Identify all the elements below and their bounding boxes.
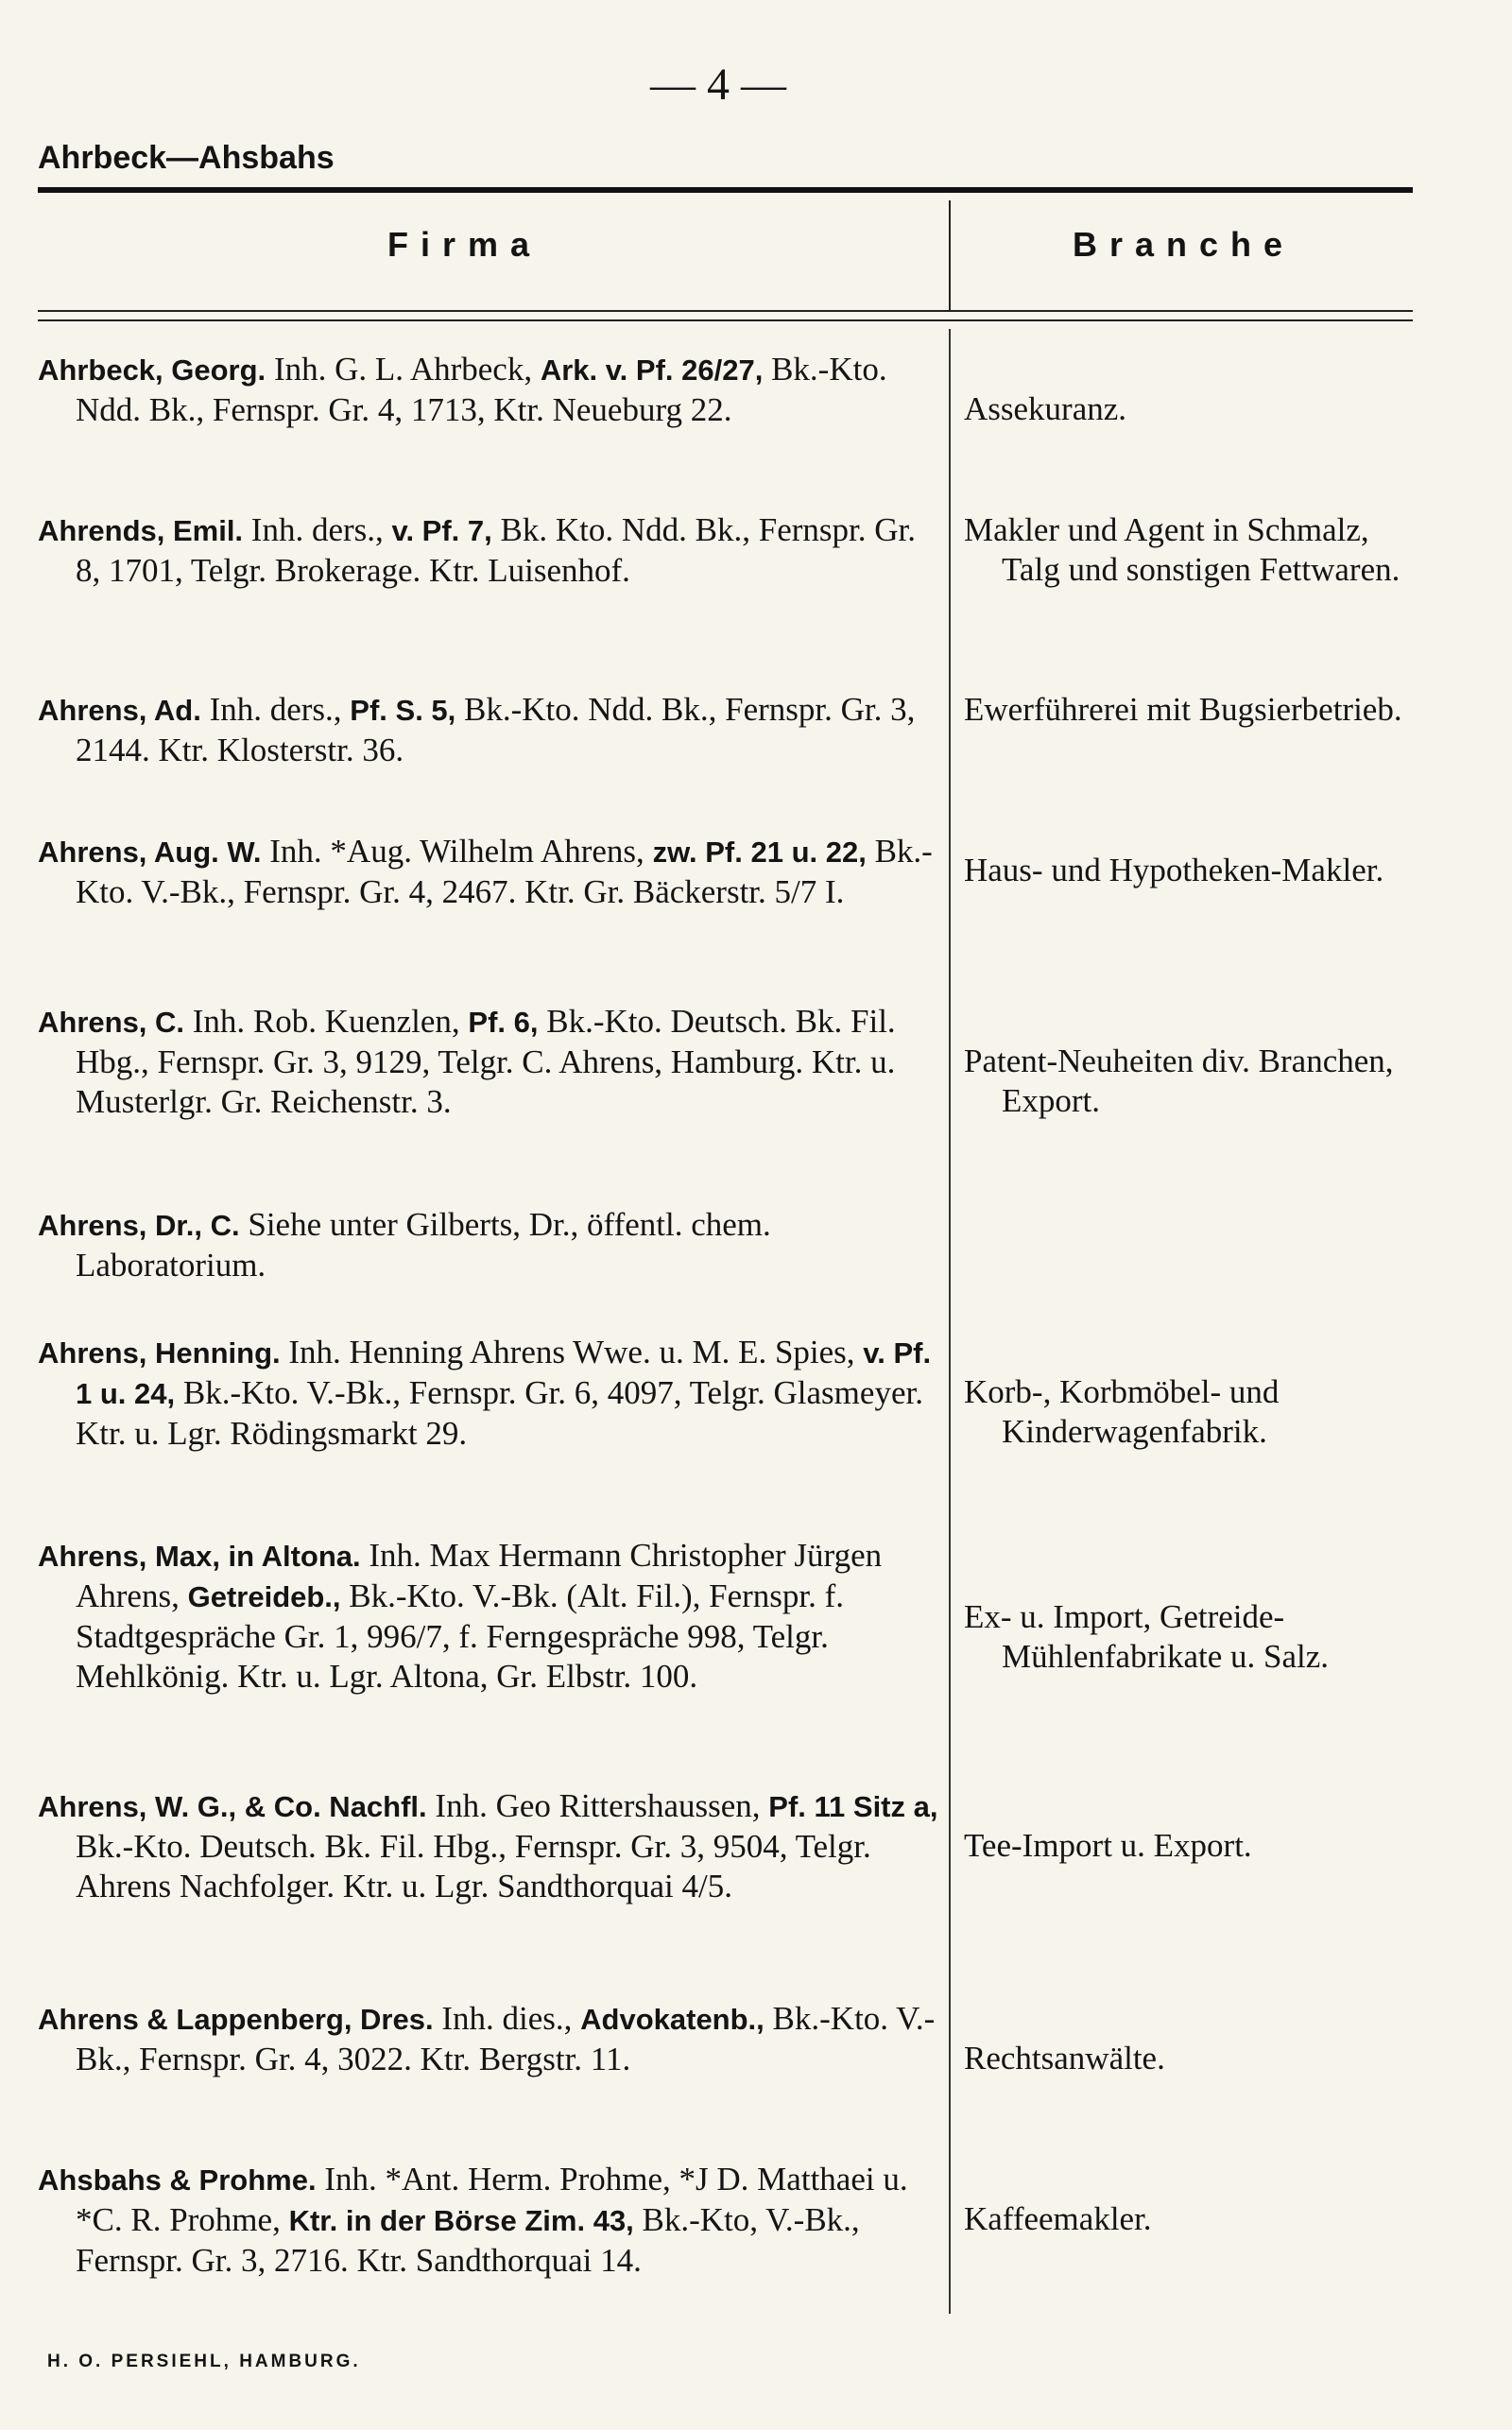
firm-bold-text: Pf. 11 Sitz a,: [768, 1790, 938, 1823]
firm-text: Bk.-Kto. Deutsch. Bk. Fil. Hbg., Fernspr. Gr. 3, 9504, Telgr. Ahrens Nachfolger. Ktr. u. Lgr. Sandthorquai 4/5.: [76, 1828, 871, 1904]
firm-bold-text: Ahrens, Max, in Altona.: [38, 1540, 361, 1573]
branch-description: Makler und Agent in Schmalz, Talg und sonstigen Fettwaren.: [964, 511, 1400, 588]
firm-description: [38, 832, 940, 912]
firm-text: Bk.-Kto. V.-Bk. (Alt. Fil.), Fernspr. f. Stadtgespräche Gr. 1, 996/7, f. Ferngespräche 998, Telgr. Mehlkönig. Ktr. u. Lgr. Altona, Gr. Elbstr. 100.: [76, 1577, 845, 1695]
firm-bold-text: Ahrbeck, Georg.: [38, 353, 266, 387]
firm-text: Inh. Max Hermann Christopher Jürgen Ahrens,: [76, 1537, 883, 1614]
firm-text: Bk.-Kto. V.-Bk., Fernspr. Gr. 4, 3022. Ktr. Bergstr. 11.: [76, 2000, 936, 2077]
firm-text: Inh. ders.,: [243, 511, 392, 548]
firm-bold-text: Ahrens, Aug. W.: [38, 836, 262, 869]
firm-description: [38, 1786, 940, 1906]
firm-bold-text: Ahrens, Ad.: [38, 694, 201, 727]
column-header-branche: Branche: [1073, 225, 1296, 264]
firm-bold-text: Pf. S. 5,: [350, 694, 456, 727]
page-number: — 4 —: [650, 60, 786, 110]
branch-description: Haus- und Hypotheken-Makler.: [964, 852, 1384, 888]
firm-bold-text: v. Pf. 7,: [391, 514, 492, 547]
branch-description: Kaffeemakler.: [964, 2200, 1152, 2237]
firm-bold-text: Getreideb.,: [187, 1580, 341, 1613]
firm-bold-text: Ark. v. Pf. 26/27,: [540, 353, 764, 387]
firm-text: Siehe unter Gilberts, Dr., öffentl. chem. Laboratorium.: [76, 1206, 771, 1284]
branch-description: Patent-Neuheiten div. Branchen, Export.: [964, 1043, 1394, 1119]
firm-description: [38, 2160, 940, 2281]
firm-bold-text: Ahrens & Lappenberg, Dres.: [38, 2003, 434, 2036]
branch-description: Assekuranz.: [964, 390, 1127, 427]
firm-text: Bk.-Kto. V.-Bk., Fernspr. Gr. 6, 4097, Telgr. Glasmeyer. Ktr. u. Lgr. Rödingsmarkt 29.: [76, 1374, 923, 1452]
firm-text: Bk. Kto. Ndd. Bk., Fernspr. Gr. 8, 1701, Telgr. Brokerage. Ktr. Luisenhof.: [76, 511, 916, 589]
firm-bold-text: Ahrens, Dr., C.: [38, 1209, 240, 1242]
firm-text: Inh. *Aug. Wilhelm Ahrens,: [261, 833, 653, 870]
branch-description: Tee-Import u. Export.: [964, 1827, 1252, 1864]
header-double-rule: [38, 310, 1413, 321]
firm-text: Bk.-Kto. Ndd. Bk., Fernspr. Gr. 4, 1713, Ktr. Neueburg 22.: [76, 351, 887, 428]
column-header-firma: Firma: [387, 225, 542, 264]
firm-text: Inh. *Ant. Herm. Prohme, *J D. Matthaei u. *C. R. Prohme,: [76, 2161, 908, 2238]
firm-text: Inh. Geo Rittershaussen,: [426, 1787, 769, 1824]
firm-bold-text: v. Pf. 1 u. 24,: [76, 1336, 932, 1410]
firm-description: [38, 1536, 940, 1697]
top-rule: [38, 187, 1413, 193]
firm-description: [38, 1205, 940, 1285]
firm-text: Bk.-Kto. Ndd. Bk., Fernspr. Gr. 3, 2144. Ktr. Klosterstr. 36.: [76, 691, 916, 768]
branch-description: Korb-, Korbmöbel- und Kinderwagenfabrik.: [964, 1373, 1280, 1450]
firm-bold-text: zw. Pf. 21 u. 22,: [652, 836, 867, 869]
firm-bold-text: Ahrends, Emil.: [38, 514, 244, 547]
firm-description: [38, 350, 940, 430]
firm-bold-text: Ahsbahs & Prohme.: [38, 2163, 317, 2197]
firm-description: [38, 690, 940, 770]
firm-text: Bk.-Kto. Deutsch. Bk. Fil. Hbg., Fernspr. Gr. 3, 9129, Telgr. C. Ahrens, Hamburg. Ktr. u. Musterlgr. Gr. Reichenstr. 3.: [76, 1003, 896, 1120]
branch-description: Ewerführerei mit Bugsierbetrieb.: [964, 691, 1402, 728]
firm-description: [38, 1999, 940, 2079]
firm-bold-text: Ahrens, W. G., & Co. Nachfl.: [38, 1790, 427, 1823]
firm-text: Inh. Rob. Kuenzlen,: [184, 1003, 469, 1040]
running-head: Ahrbeck—Ahsbahs: [38, 140, 335, 176]
firm-bold-text: Ktr. in der Börse Zim. 43,: [288, 2204, 634, 2237]
firm-text: Inh. ders.,: [200, 691, 351, 728]
firm-text: Bk.-Kto, V.-Bk., Fernspr. Gr. 3, 2716. Ktr. Sandthorquai 14.: [76, 2201, 860, 2279]
firm-description: [38, 1333, 940, 1454]
firm-description: [38, 1002, 940, 1122]
firm-text: Inh. G. L. Ahrbeck,: [266, 351, 541, 388]
firm-bold-text: Pf. 6,: [468, 1006, 539, 1039]
firm-text: Inh. Henning Ahrens Wwe. u. M. E. Spies,: [280, 1334, 864, 1370]
column-divider: [949, 329, 951, 2314]
printer-imprint: H. O. PERSIEHL, HAMBURG.: [47, 2352, 361, 2371]
firm-bold-text: Ahrens, Henning.: [38, 1336, 281, 1370]
firm-description: [38, 510, 940, 591]
header-column-divider: [949, 200, 951, 310]
branch-description: Rechtsanwälte.: [964, 2040, 1165, 2077]
branch-description: Ex- u. Import, Getreide-Mühlenfabrikate u. Salz.: [964, 1598, 1330, 1675]
firm-bold-text: Ahrens, C.: [38, 1006, 185, 1039]
firm-text: Inh. dies.,: [433, 2000, 581, 2037]
firm-text: Bk.-Kto. V.-Bk., Fernspr. Gr. 4, 2467. Ktr. Gr. Bäckerstr. 5/7 I.: [76, 833, 933, 910]
firm-bold-text: Advokatenb.,: [580, 2003, 765, 2036]
